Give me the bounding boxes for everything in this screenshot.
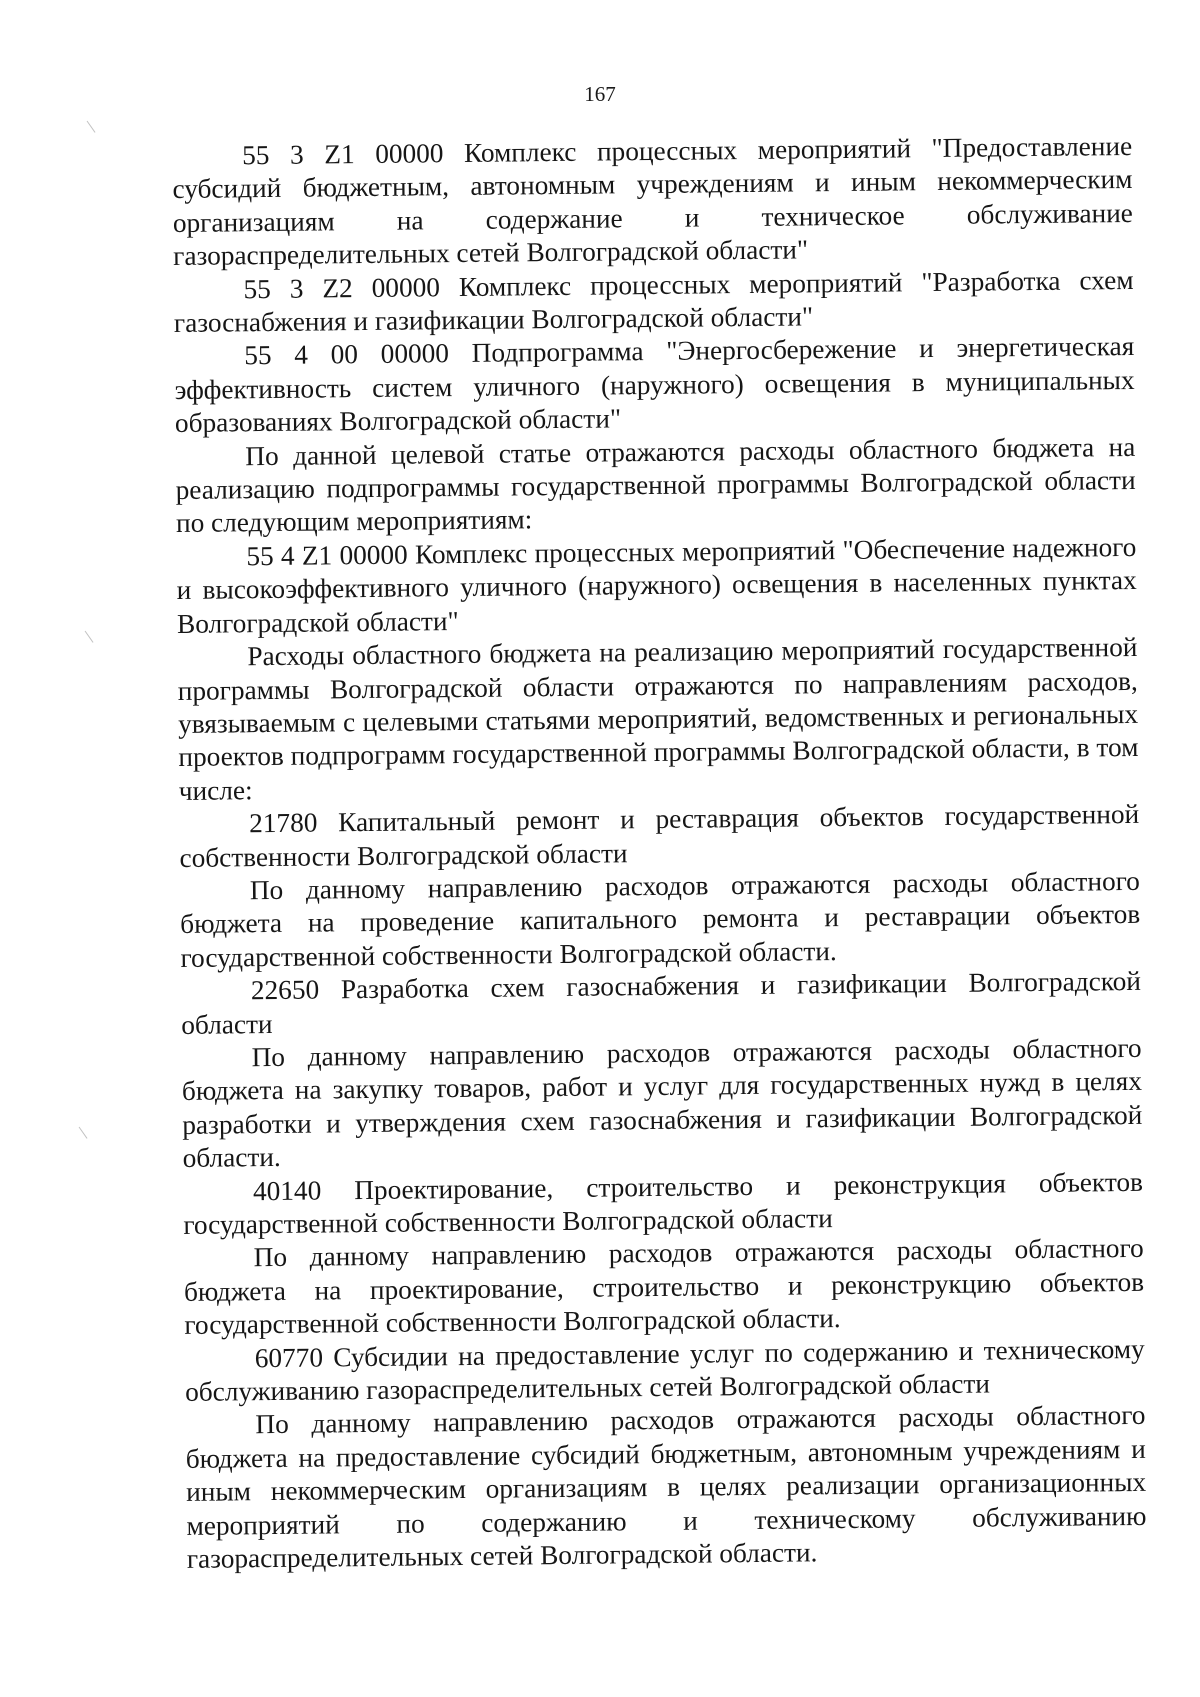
paragraph-description: По данной целевой статье отражаются расходы областного бюджета на реализацию подпрограммы государственной программы Волгоградской области по следующим мероприятиям: (175, 431, 1136, 539)
paragraph-target-item-55-3-z2: 55 3 Z2 00000 Комплекс процессных мероприятий "Разработка схем газоснабжения и газификации Волгоградской области" (173, 264, 1134, 339)
paragraph-description: По данному направлению расходов отражаются расходы областного бюджета на закупку товаров, работ и услуг для государственных нужд в целях разработки и утверждения схем газоснабжения и газификации Волгоградской области. (181, 1032, 1143, 1174)
paragraph-target-item-55-3-z1: 55 3 Z1 00000 Комплекс процессных мероприятий "Предоставление субсидий бюджетным, автономным учреждениям и иным некоммерческим организациям на содержание и техническое обслуживание газораспределительных сетей Волгоградской области" (172, 130, 1133, 272)
paragraph-expense-direction-60770: 60770 Субсидии на предоставление услуг по содержанию и техническому обслуживанию газораспределительных сетей Волгоградской области (184, 1333, 1145, 1407)
paragraph-description: Расходы областного бюджета на реализацию мероприятий государственной программы Волгоградской области отражаются по направлениям расходов, увязываемым с целевыми статьями мероприятий, ведомственных и региональных проектов подпрограмм государственной программы Волгоградской области, в том числе: (177, 632, 1139, 806)
paragraph-description: По данному направлению расходов отражаются расходы областного бюджета на предоставление субсидий бюджетным, автономным учреждениям и иным некоммерческим организациям в целях реализации организационных мероприятий по содержанию и техническому обслуживанию газораспределительных сетей Волгоградской области. (185, 1400, 1147, 1574)
paragraph-expense-direction-40140: 40140 Проектирование, строительство и реконструкция объектов государственной собственности Волгоградской области (183, 1166, 1144, 1240)
page-number: 167 (584, 82, 616, 106)
scan-artifact-mark (87, 117, 101, 132)
scan-artifact-mark (85, 627, 99, 642)
scan-artifact-mark (79, 1123, 93, 1138)
paragraph-description: По данному направлению расходов отражаются расходы областного бюджета на проектирование, строительство и реконструкцию объектов государственной собственности Волгоградской области. (183, 1233, 1145, 1341)
paragraph-target-item-55-4-z1: 55 4 Z1 00000 Комплекс процессных мероприятий "Обеспечение надежного и высокоэффективного уличного (наружного) освещения в населенных пунктах Волгоградской области" (176, 531, 1137, 639)
paragraph-expense-direction-22650: 22650 Разработка схем газоснабжения и газификации Волгоградской области (181, 966, 1142, 1040)
paragraph-subprogram-55-4: 55 4 00 00000 Подпрограмма "Энергосбережение и энергетическая эффективность систем уличного (наружного) освещения в муниципальных образованиях Волгоградской области" (174, 331, 1135, 439)
paragraph-expense-direction-21780: 21780 Капитальный ремонт и реставрация объектов государственной собственности Волгоградской области (179, 799, 1140, 873)
document-body (172, 130, 1147, 1576)
paragraph-description: По данному направлению расходов отражаются расходы областного бюджета на проведение капитального ремонта и реставрации объектов государственной собственности Волгоградской области. (180, 865, 1141, 973)
